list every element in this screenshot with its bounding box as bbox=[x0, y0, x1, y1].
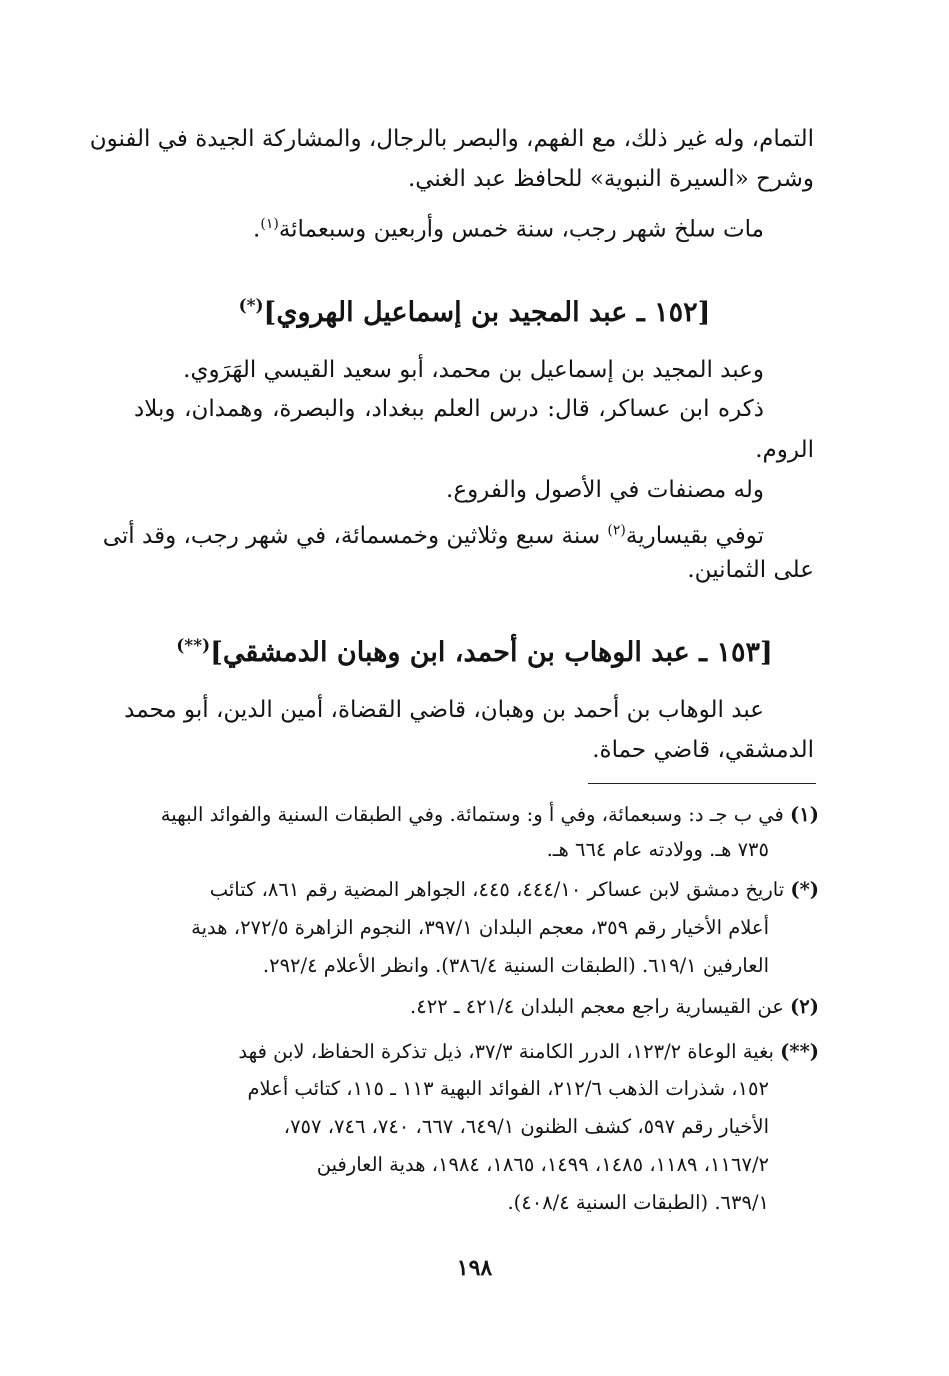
heading-text: [١٥٣ ـ عبد الوهاب بن أحمد، ابن وهبان الدمشقي] bbox=[210, 637, 773, 668]
body-line: الدمشقي، قاضي حماة. bbox=[592, 737, 814, 763]
footnote-line: العارفين ٦١٩/١. (الطبقات السنية ٣٨٦/٤). وانظر الأعلام ٢٩٢/٤. bbox=[262, 954, 769, 977]
footnote bbox=[129, 797, 819, 832]
body-line: عبد الوهاب بن أحمد بن وهبان، قاضي القضاة، أمين الدين، أبو محمد bbox=[124, 697, 764, 723]
footnote-text: بغية الوعاة ١٢٣/٢، الدرر الكامنة ٣٧/٣، ذيل تذكرة الحفاظ، لابن فهد bbox=[238, 1040, 774, 1063]
body-line: وشرح «السيرة النبوية» للحافظ عبد الغني. bbox=[407, 166, 814, 192]
body-text bbox=[103, 523, 764, 549]
footnote-line: أعلام الأخيار رقم ٣٥٩، معجم البلدان ٣٩٧/١، النجوم الزاهرة ٢٧٢/٥، هدية bbox=[191, 916, 769, 939]
footnote-number: (*) bbox=[790, 878, 819, 901]
body-text: . bbox=[253, 216, 261, 243]
body-line bbox=[134, 204, 764, 250]
body-line: وعبد المجيد بن إسماعيل بن محمد، أبو سعيد القيسي الهَرَوي. bbox=[183, 357, 764, 383]
footnote bbox=[129, 989, 819, 1024]
footnote-marker: (*) bbox=[238, 296, 264, 316]
footnote-number: (١) bbox=[790, 803, 819, 826]
footnote-marker: (٢) bbox=[607, 522, 626, 538]
body-line: الروم. bbox=[755, 437, 814, 463]
footnote-line: ٦٣٩/١. (الطبقات السنية ٤٠٨/٤). bbox=[507, 1191, 769, 1214]
body-line: التمام، وله غير ذلك، مع الفهم، والبصر بالرجال، والمشاركة الجيدة في الفنون bbox=[89, 126, 814, 152]
body-line: على الثمانين. bbox=[687, 557, 814, 583]
footnote-text: تاريخ دمشق لابن عساكر ٤٤٤/١٠، ٤٤٥، الجواهر المضية رقم ٨٦١، كتائب bbox=[209, 878, 785, 901]
page-number: ١٩٨ bbox=[456, 1255, 493, 1281]
footnote-text: عن القيسارية راجع معجم البلدان ٤٢١/٤ ـ ٤٢٢. bbox=[410, 995, 784, 1018]
footnote-line: ١١٦٧/٢، ١١٨٩، ١٤٨٥، ١٤٩٩، ١٨٦٥، ١٩٨٤، هدية العارفين bbox=[316, 1153, 769, 1176]
footnote-marker: (١) bbox=[260, 216, 279, 232]
entry-heading bbox=[0, 284, 949, 335]
heading-text: [١٥٢ ـ عبد المجيد بن إسماعيل الهروي] bbox=[263, 297, 711, 328]
body-line: وله مصنفات في الأصول والفروع. bbox=[446, 477, 764, 503]
footnote-number: (**) bbox=[780, 1040, 819, 1063]
footnote-separator bbox=[588, 783, 816, 784]
footnote-line: الأخيار رقم ٥٩٧، كشف الظنون ٦٤٩/١، ٦٦٧، ٧٤٠، ٧٤٦، ٧٥٧، bbox=[283, 1115, 769, 1138]
body-line: ذكره ابن عساكر، قال: درس العلم ببغداد، والبصرة، وهمدان، وبلاد bbox=[134, 396, 764, 422]
body-line bbox=[102, 510, 764, 556]
footnote-marker: (**) bbox=[176, 636, 211, 656]
footnote-line: ١٥٢، شذرات الذهب ٢١٢/٦، الفوائد البهية ١١٣ ـ ١١٥، كتائب أعلام bbox=[247, 1077, 769, 1100]
footnote-text: في ب جـ د: وسبعمائة، وفي أ و: وستمائة. وفي الطبقات السنية والفوائد البهية bbox=[160, 803, 784, 826]
footnote bbox=[129, 872, 819, 907]
body-text-part: توفي بقيسارية bbox=[625, 522, 764, 549]
body-text-part: سنة سبع وثلاثين وخمسمائة، في شهر رجب، وقد أتى bbox=[102, 522, 601, 549]
footnote-line: ٧٣٥ هـ. وولادته عام ٦٦٤ هـ. bbox=[546, 838, 769, 861]
footnote bbox=[129, 1034, 819, 1069]
body-text: مات سلخ شهر رجب، سنة خمس وأربعين وسبعمائة bbox=[278, 216, 764, 243]
entry-heading bbox=[0, 624, 949, 675]
footnote-number: (٢) bbox=[790, 995, 819, 1018]
